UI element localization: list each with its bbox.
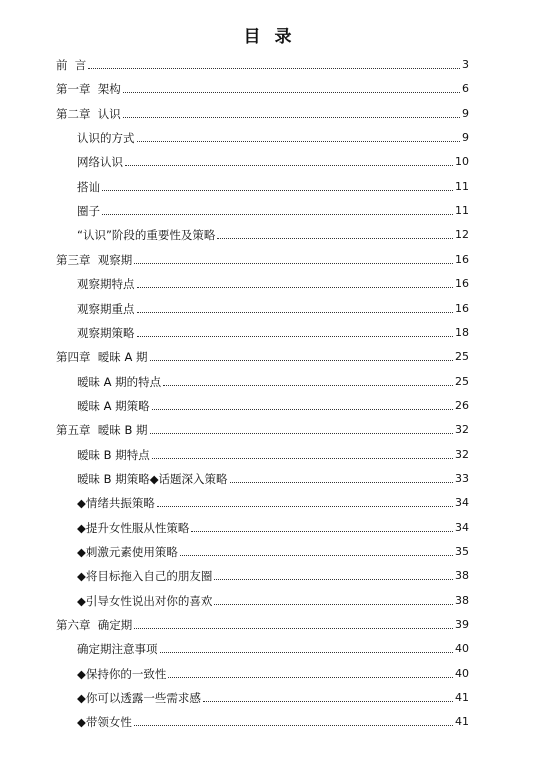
toc-section-entry[interactable] [77,149,469,169]
toc-entry-label: 第三章 观察期 [56,252,133,267]
toc-entry-label: 圈子 [77,204,100,219]
toc-leader-dots [123,92,460,93]
toc-leader-dots [134,725,453,726]
toc-section-entry[interactable] [77,661,469,681]
toc-entry-label: 观察期策略 [77,325,135,340]
toc-section-entry[interactable] [77,515,469,535]
toc-leader-dots [168,677,453,678]
toc-leader-dots [102,214,453,215]
toc-entry-label: 暧昧 B 期策略◆话题深入策略 [77,471,228,486]
toc-page-number: 10 [455,155,469,169]
toc-section-entry[interactable] [77,393,469,413]
toc-entry-label: 观察期重点 [77,301,135,316]
toc-entry-label: “认识”阶段的重要性及策略 [77,228,216,243]
toc-page-number: 6 [462,82,469,96]
toc-entry-label: ◆将目标拖入自己的朋友圈 [77,569,213,584]
toc-page-number: 41 [455,715,469,729]
toc-leader-dots [152,458,453,459]
toc-entry-label: ◆你可以透露一些需求感 [77,691,201,706]
toc-leader-dots [150,433,453,434]
toc-entry-label: 第六章 确定期 [56,618,133,633]
toc-entry-label: 第五章 暧昧 B 期 [56,423,148,438]
toc-leader-dots [137,287,454,288]
toc-leader-dots [214,604,453,605]
toc-entry-label: 确定期注意事项 [77,642,158,657]
toc-entry-label: 暧昧 A 期的特点 [77,374,162,389]
toc-leader-dots [191,531,453,532]
toc-page-number: 38 [455,569,469,583]
toc-section-entry[interactable] [77,271,469,291]
toc-page-number: 25 [455,374,469,388]
toc-leader-dots [163,385,453,386]
toc-entry-label: ◆引导女性说出对你的喜欢 [77,593,213,608]
toc-page-number: 18 [455,325,469,339]
toc-entry-label: 暧昧 A 期策略 [77,398,150,413]
toc-entry-label: ◆带领女性 [77,715,132,730]
toc-leader-dots [134,263,453,264]
toc-section-entry[interactable] [77,125,469,145]
toc-section-entry[interactable] [77,442,469,462]
toc-page-number: 32 [455,447,469,461]
toc-section-entry[interactable] [77,539,469,559]
toc-page-number: 16 [455,301,469,315]
toc-page-number: 3 [462,58,469,71]
toc-entry-label: 观察期特点 [77,277,135,292]
toc-page-number: 9 [462,106,469,120]
toc-leader-dots [157,506,453,507]
toc-entry-label: 网络认识 [77,155,123,170]
toc-leader-dots [123,117,460,118]
toc-chapter-entry[interactable] [56,247,469,267]
toc-entry-label: 前 言 [56,58,87,72]
toc-page-number: 41 [455,691,469,705]
toc-chapter-entry[interactable] [56,612,469,632]
toc-leader-dots [134,628,453,629]
toc-chapter-entry[interactable] [56,76,469,96]
toc-page-number: 11 [455,179,469,193]
toc-page-number: 16 [455,252,469,266]
toc-page-number: 32 [455,423,469,437]
toc-section-entry[interactable] [77,369,469,389]
toc-section-entry[interactable] [77,466,469,486]
toc-entry-label: 暧昧 B 期特点 [77,447,150,462]
toc-section-entry[interactable] [77,709,469,729]
toc-leader-dots [203,701,453,702]
toc-page-number: 34 [455,496,469,510]
toc-page-number: 11 [455,204,469,218]
toc-leader-dots [180,555,453,556]
toc-leader-dots [137,336,454,337]
toc-leader-dots [230,482,453,483]
toc-page-number: 40 [455,642,469,656]
toc-entry-label: 认识的方式 [77,131,135,146]
toc-chapter-entry[interactable] [56,417,469,437]
toc-leader-dots [125,165,453,166]
toc-page-number: 12 [455,228,469,242]
toc-leader-dots [102,190,453,191]
toc-entry-label: ◆刺激元素使用策略 [77,545,178,559]
toc-section-entry[interactable] [77,490,469,510]
toc-section-entry[interactable] [77,198,469,218]
toc-page-number: 26 [455,398,469,412]
toc-page-number: 9 [462,131,469,145]
toc-entry-label: ◆提升女性服从性策略 [77,520,190,535]
toc-leader-dots [137,312,454,313]
toc-section-entry[interactable] [77,563,469,583]
toc-page-number: 25 [455,350,469,364]
toc-leader-dots [160,652,454,653]
toc-page-number: 40 [455,666,469,680]
toc-leader-dots [150,360,454,361]
toc-page-number: 35 [455,545,469,558]
toc-page-number: 16 [455,277,469,291]
toc-entry-label: 第一章 架构 [56,82,121,97]
toc-section-entry[interactable] [77,685,469,705]
toc-leader-dots [137,141,461,142]
toc-entry-label: 搭讪 [77,179,100,194]
toc-section-entry[interactable] [77,588,469,608]
toc-section-entry[interactable] [77,320,469,340]
toc-page-number: 38 [455,593,469,607]
toc-entry-label: ◆保持你的一致性 [77,666,167,681]
toc-section-entry[interactable] [77,636,469,656]
toc-page-number: 34 [455,520,469,534]
toc-chapter-entry[interactable] [56,52,469,72]
toc-leader-dots [217,238,453,239]
toc-section-entry[interactable] [77,296,469,316]
toc-chapter-entry[interactable] [56,101,469,121]
toc-leader-dots [88,68,460,69]
toc-section-entry[interactable] [77,222,469,242]
toc-entry-label: 第二章 认识 [56,106,121,121]
toc-entry-label: 第四章 暧昧 A 期 [56,350,148,365]
toc-section-entry[interactable] [77,174,469,194]
toc-title: 目 录 [243,27,296,47]
toc-chapter-entry[interactable] [56,344,469,364]
toc-entry-label: ◆情绪共振策略 [77,496,155,511]
toc-page-number: 33 [455,471,469,485]
toc-page-number: 39 [455,618,469,632]
toc-leader-dots [214,579,453,580]
toc-leader-dots [152,409,453,410]
